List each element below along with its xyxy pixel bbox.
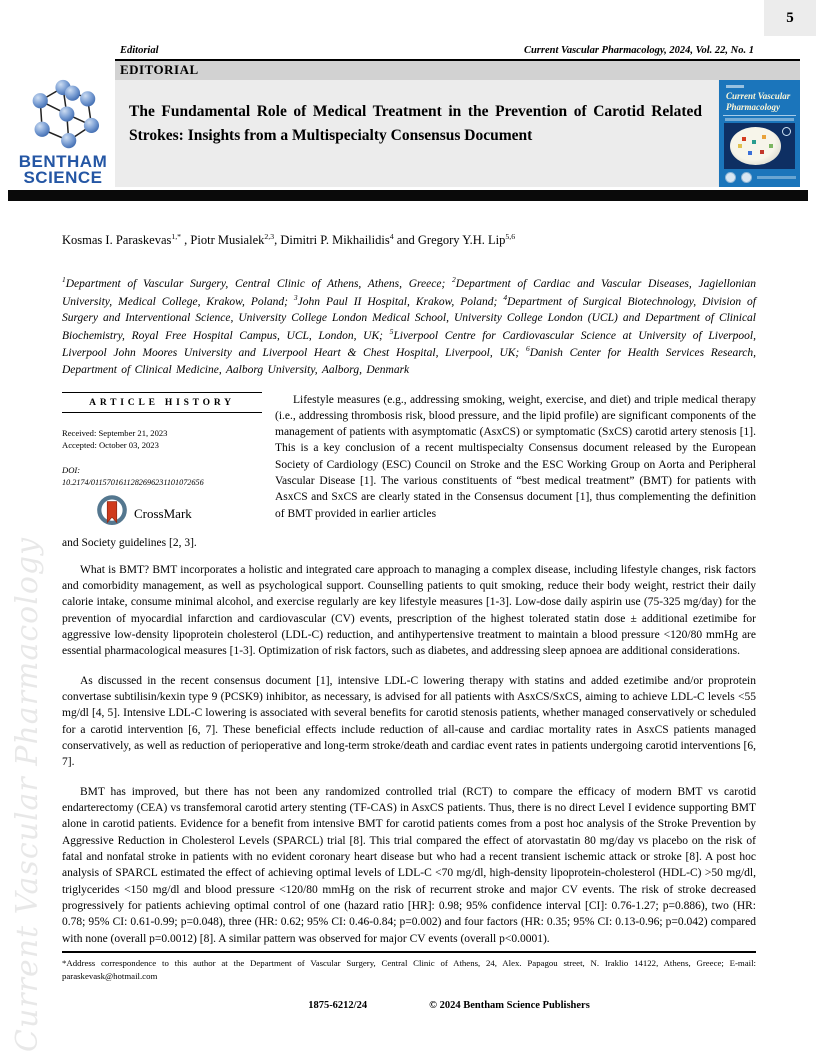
page-footer [102, 1000, 796, 1011]
publisher-name-line1: BENTHAM [18, 152, 108, 171]
header-meta-row [115, 45, 800, 59]
history-dates [62, 427, 262, 452]
crossmark-label: CrossMark [134, 506, 192, 522]
article-body [62, 232, 756, 947]
footnote-divider [62, 951, 756, 953]
email-link[interactable]: paraskevask@hotmail.com [62, 971, 158, 982]
journal-watermark: Current Vascular Pharmacology [10, 536, 45, 1052]
correspondence-footnote: *Address correspondence to this author at the Department of Vascular Surgery, Central Clinic of Athens, 24, Alex. Papagou street, N. Iraklio 14122, Athens, Greece; E-mail: paraskevask@hotmail.com [62, 958, 756, 982]
section-label: EDITORIAL [115, 59, 800, 80]
cover-seal-icon [725, 172, 736, 183]
paragraph-1-continued: and Society guidelines [2, 3]. [62, 536, 197, 549]
article-history-heading: ARTICLE HISTORY [89, 397, 235, 408]
header-divider-bar [8, 190, 808, 201]
cover-emblem-icon [782, 127, 791, 136]
doi-label: DOI: [62, 465, 81, 476]
cover-footer-bar [757, 176, 796, 179]
cover-artwork-dots [742, 137, 746, 141]
journal-cover-thumbnail [718, 80, 800, 187]
doi-value: 10.2174/0115701611282696231101072656 [62, 477, 204, 487]
publisher-name-line2: SCIENCE [23, 168, 103, 188]
crossmark-button[interactable] [96, 495, 262, 534]
history-and-intro [62, 390, 756, 534]
paragraph-4: BMT has improved, but there has not been any randomized controlled trial (RCT) to compare the efficacy of modern BMT vs carotid endarterectomy (CEA) vs transfemoral carotid artery stenting (TF-CAS) in AsxCS patients. Thus, there is no direct Level I evidence supporting BMT alone in carotid patients. Evidence for a benefit from intensive BMT for carotid patients comes from a post hoc analysis of the Stroke Prevention by Aggressive Reduction in Cholesterol Levels (SPARCL) trial [8]. This trial compared the effect of atorvastatin 80 mg/day vs placebo on the risk of fatal and nonfatal stroke in patients with no evident coronary heart disease but who had a recent transient ischemic attack or stroke [8]. A post hoc analysis of SPARCL estimated the effect of achieving optimal levels of LDL-C <70 mg/dl, high-density lipoprotein-cholesterol (HDL-C) >50 mg/dl, triglycerides <150 mg/dl and blood pressure <120/80 mmHg on the risk of recurrent stroke and major CV events. The risk of stroke decreased progressively for patients achieving optimal control of one (hazard ratio [HR]: 0.98; 95% confidence interval [CI]: 0.76-1.27; p=0.886), two (HR: 0.78; 95% CI: 0.61-0.99; p=0.048), three (HR: 0.62; 95% CI: 0.46-0.84; p=0.002) and four factors (HR: 0.35; 95% CI: 0.13-0.96; p=0.042) compared with none (overall p=0.0012) [8]. A similar pattern was observed for major CV events (overall p<0.0001). [62, 785, 756, 945]
affiliations: $^1$Department of Vascular Surgery, Central Clinic of Athens, Athens, Greece; $^2$Department of Cardiac and Vascular Diseases, Jagiellonian University, Medical College, Krakow, Poland; $^3$John Paul II Hospital, Krakow, Poland; $^4$Department of Surgical Biotechnology, Division of Surgery and Interventional Science, University College London Medical School, University College London (UCL) and Department of Clinical Biochemistry, Royal Free Hospital Campus, UCL, London, UK; $^5$Liverpool Centre for Cardiovascular Science at University of Liverpool, Liverpool John Moores University and Liverpool Heart & Chest Hospital, Liverpool, UK; $^6$Danish Center for Health Services Research, Department of Clinical Medicine, Aalborg University, Aalborg, Denmark [62, 275, 756, 376]
doi-block [62, 464, 262, 488]
cover-artwork-oval [730, 127, 781, 165]
author-line: Kosmas I. Paraskevas$^{1,*}$ , Piotr Musialek$^{2,3}$, Dimitri P. Mikhailidis$^4$ and Gregory Y.H. Lip$^{5,6}$ [62, 232, 516, 248]
molecule-icon [10, 78, 116, 152]
crossmark-icon [96, 495, 128, 534]
issn-code: 1875-6212/24 [308, 1000, 368, 1012]
article-history-box [62, 390, 262, 534]
paragraph-2: What is BMT? BMT incorporates a holistic and integrated care approach to managing a complex disease, including lifestyle changes, risk factors and comorbidity management, as well as psychological support. Counselling patients to quit smoking, reduce their body weight, restrict their daily calorie intake, consume minimal alcohol, and exercise regularly are key lifestyle measures [1-3]. Low-dose daily aspirin use (75-325 mg/day) for the prevention of myocardial infarction and cardiovascular (CV) events, prescription of the highest tolerated statin dose ± additional ezetimibe for aggressive low-density lipoprotein cholesterol (LDL-C) reduction, and antihypertensive treatment to maintain a blood pressure <120/80 mmHg are essential pharmacological measures [1-3]. Optimization of risk factors, such as diabetes, and addressing sleep apnoea are additional considerations. [62, 563, 756, 658]
page-bottom [62, 951, 756, 1011]
cover-artwork-panel [724, 123, 795, 169]
cover-journal-title: Current Vascular Pharmacology [726, 91, 791, 112]
accepted-date: Accepted: October 03, 2023 [62, 439, 159, 450]
article-header [115, 45, 800, 187]
article-title: The Fundamental Role of Medical Treatment in the Prevention of Carotid Related Strokes: Insights from a Multispecialty Consensus Document [129, 103, 702, 145]
page-number: 5 [764, 0, 816, 36]
copyright-notice: © 2024 Bentham Science Publishers [429, 1000, 590, 1012]
cover-subtitle-bar [725, 118, 794, 121]
received-date: Received: September 21, 2023 [62, 427, 168, 438]
history-rule-bottom [62, 412, 262, 413]
journal-citation: Current Vascular Pharmacology, 2024, Vol. 22, No. 1 [523, 45, 754, 56]
paragraph-3: As discussed in the recent consensus document [1], intensive LDL-C lowering therapy with statins and added ezetimibe and/or proprotein convertase subtilisin/kexin type 9 (PCSK9) inhibitor, as necessary, is advised for all patients with AsxCS/SxCS, aiming to achieve LDL-C levels <55 mg/dl [4, 5]. Intensive LDL-C lowering is associated with several benefits for carotid stenosis patients, whether managed conservatively or scheduled for a carotid intervention [6, 7]. These beneficial effects include reduction of all-cause and cardiac mortality rates in AsxCS patients managed conservatively, as well as reduction of perioperative and long-term stroke/death and cardiac event rates in patients undergoing carotid interventions [6, 7]. [62, 674, 756, 769]
title-row [115, 80, 800, 187]
cover-seal-icon [741, 172, 752, 183]
title-block [115, 80, 718, 187]
paragraph-1: Lifestyle measures (e.g., addressing smoking, weight, exercise, and diet) and triple medical therapy (i.e., addressing thrombosis risk, blood pressure, and the lipid profile) are significant components of the management of patients with asymptomatic (AsxCS) or symptomatic (SxCS) carotid artery stenosis [1]. This is a key conclusion of a recent multispecialty Consensus document released by the European Society of Cardiology (ESC) Council on Stroke and the ESC Working Group on Aorta and Peripheral Vascular Disease [1]. The various constituents of “best medical treatment” (BMT) for patients with AsxCS and SxCS are clearly stated in the Consensus document [1], thus complementing the definition of BMT provided in earlier articles [275, 393, 756, 520]
cover-divider [723, 115, 796, 116]
cover-footer-logos [725, 172, 796, 183]
article-type-kicker: Editorial [120, 45, 159, 56]
publisher-logo [10, 78, 116, 186]
